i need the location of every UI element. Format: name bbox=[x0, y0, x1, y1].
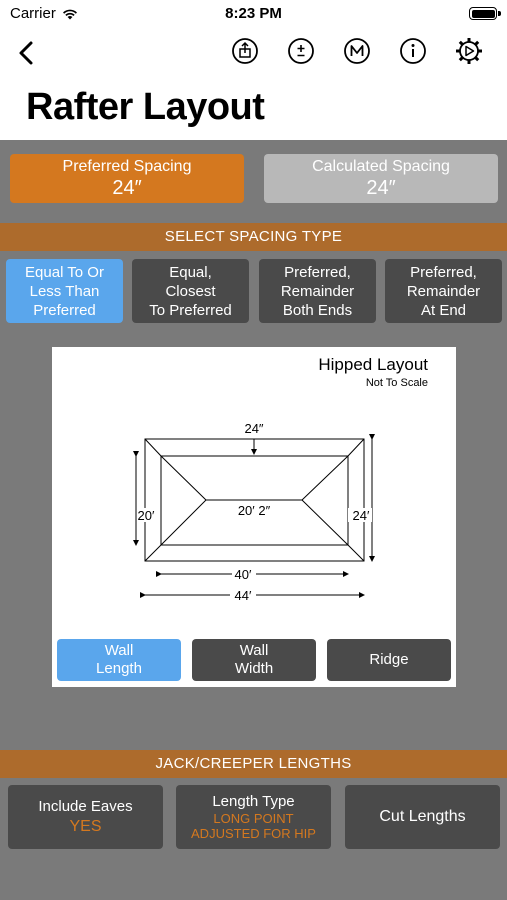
battery-icon bbox=[469, 7, 497, 20]
length-type-button[interactable] bbox=[176, 785, 331, 849]
diagram-subtitle: Not To Scale bbox=[365, 377, 428, 389]
hip-line-outer bbox=[145, 439, 161, 456]
select-spacing-header: SELECT SPACING TYPE bbox=[0, 223, 507, 251]
calculated-spacing-label: Calculated Spacing bbox=[312, 158, 450, 175]
include-eaves-label: Include Eaves bbox=[38, 798, 133, 815]
settings-icon[interactable] bbox=[455, 37, 483, 65]
battery-nub bbox=[498, 11, 501, 16]
wall-length-button[interactable]: Wall Length bbox=[57, 639, 181, 681]
hip-line-outer bbox=[348, 545, 364, 561]
calculated-spacing-value: 24″ bbox=[366, 177, 396, 199]
spacing-type-remainder-at-end[interactable]: Preferred, Remainder At End bbox=[385, 259, 502, 323]
nav-toolbar bbox=[231, 37, 483, 65]
spacing-summary bbox=[10, 154, 498, 203]
spacing-type-remainder-both-ends[interactable]: Preferred, Remainder Both Ends bbox=[259, 259, 376, 323]
jack-creeper-header: JACK/CREEPER LENGTHS bbox=[0, 750, 507, 778]
preferred-spacing-button[interactable] bbox=[10, 154, 244, 203]
info-icon[interactable] bbox=[399, 37, 427, 65]
preferred-spacing-label: Preferred Spacing bbox=[62, 158, 192, 175]
overhang-label: 24″ bbox=[244, 421, 264, 436]
length-type-value-line2: ADJUSTED FOR HIP bbox=[191, 826, 316, 841]
hip-line-outer bbox=[348, 439, 364, 456]
spacing-type-equal-closest[interactable]: Equal, Closest To Preferred bbox=[132, 259, 249, 323]
left-width-label: 20′ bbox=[137, 508, 155, 523]
share-icon[interactable] bbox=[231, 37, 259, 65]
status-time: 8:23 PM bbox=[225, 5, 282, 22]
calculated-spacing-display bbox=[264, 154, 498, 203]
m-circle-icon[interactable] bbox=[343, 37, 371, 65]
plus-minus-icon[interactable] bbox=[287, 37, 315, 65]
ridge-button[interactable]: Ridge bbox=[327, 639, 451, 681]
back-chevron-icon[interactable] bbox=[12, 38, 40, 68]
length-type-label: Length Type bbox=[212, 793, 295, 810]
length-type-value-line1: LONG POINT bbox=[213, 811, 294, 826]
page-title: Rafter Layout bbox=[26, 86, 265, 128]
navigation-bar bbox=[0, 28, 507, 140]
outer-length-label: 44′ bbox=[234, 588, 252, 603]
include-eaves-value: YES bbox=[69, 818, 102, 835]
inner-length-label: 40′ bbox=[234, 567, 252, 582]
hip-line bbox=[161, 500, 206, 545]
right-width-label: 24′ bbox=[352, 508, 370, 523]
roof-plan-drawing bbox=[52, 347, 456, 632]
hip-line bbox=[302, 456, 348, 500]
ridge-label: 20′ 2″ bbox=[237, 503, 271, 518]
cut-lengths-button[interactable] bbox=[345, 785, 500, 849]
hip-line-outer bbox=[145, 545, 161, 561]
cut-lengths-label: Cut Lengths bbox=[379, 808, 466, 825]
hip-line bbox=[161, 456, 206, 500]
wall-width-button[interactable]: Wall Width bbox=[192, 639, 316, 681]
hip-line bbox=[302, 500, 348, 545]
carrier-label: Carrier bbox=[10, 5, 56, 22]
include-eaves-button[interactable] bbox=[8, 785, 163, 849]
preferred-spacing-value: 24″ bbox=[112, 177, 142, 199]
status-bar bbox=[0, 0, 507, 28]
hipped-layout-diagram bbox=[52, 347, 456, 687]
spacing-type-equal-or-less[interactable]: Equal To Or Less Than Preferred bbox=[6, 259, 123, 323]
diagram-title: Hipped Layout bbox=[318, 355, 428, 374]
